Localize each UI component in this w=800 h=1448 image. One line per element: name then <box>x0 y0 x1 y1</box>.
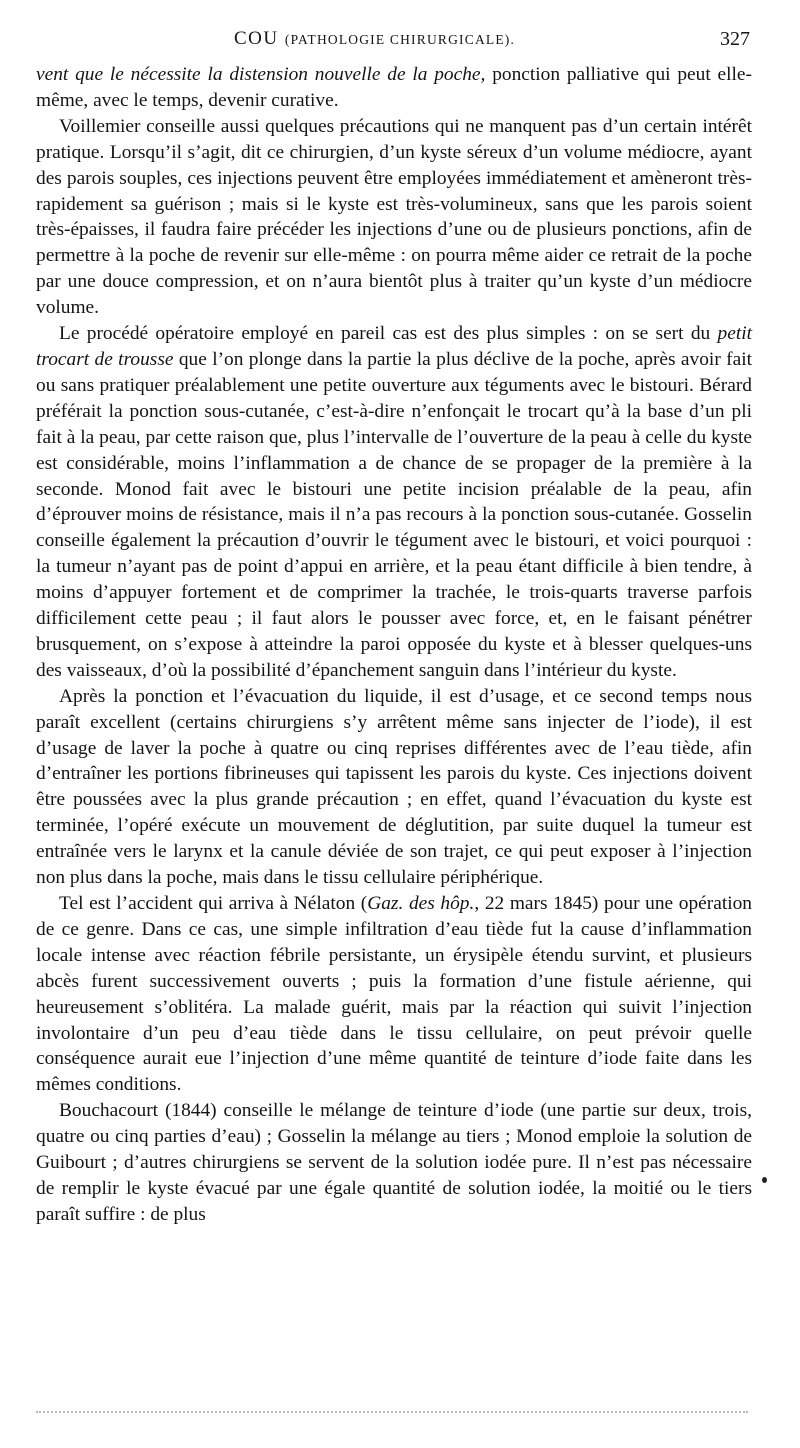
print-speck <box>762 1177 767 1183</box>
running-head-subtitle: (PATHOLOGIE CHIRURGICALE). <box>284 32 516 47</box>
book-page <box>36 0 752 1228</box>
text-run: ponction palliative qui peut elle-même, avec le temps, devenir curative. <box>36 64 752 111</box>
text-run: , 22 mars 1845) pour une opération de ce genre. Dans ce cas, une simple infiltration d’eau tiède fut la cause d’inflammation locale intense avec réaction fébrile persistante, un érysipèle étendu survint, et plusieurs abcès furent successivement ouverts ; puis la formation d’une fistule aérienne, qui heureusement s’oblitéra. La malade guérit, mais par la réaction qui suivit l’injection involontaire d’un peu d’eau tiède dans le tissu cellulaire, on peut prévoir quelle conséquence aurait eue l’injection d’une même quantité de teinture d’iode faite dans les mêmes conditions. <box>36 893 753 1096</box>
body-text <box>36 62 752 1228</box>
text-run: Tel est l’accident qui arriva à Nélaton ( <box>59 893 368 914</box>
paragraph-voillemier <box>36 114 752 321</box>
paragraph-bouchacourt <box>36 1098 752 1228</box>
running-head <box>234 28 515 50</box>
italic-text: petit trocart de trousse <box>36 323 752 370</box>
paragraph-apres-ponction <box>36 684 752 891</box>
page-number: 327 <box>720 28 750 50</box>
text-run: Voillemier conseille aussi quelques précautions qui ne manquent pas d’un certain intérêt pratique. Lorsqu’il s’agit, dit ce chirurgien, d’un kyste séreux d’un volume médiocre, ayant des parois souples, ces injections peuvent être employées immédiatement et amèneront très-rapidement sa guérison ; mais si le kyste est très-volumineux, sans que les parois soient très-épaisses, il faudra faire précéder les injections d’une ou de plusieurs ponctions, afin de permettre à la poche de revenir sur elle-même : on pourra même aider ce retrait de la poche par une douce compression, et on n’aura bientôt plus à traiter qu’un kyste d’un médiocre volume. <box>36 115 752 319</box>
text-run: que l’on plonge dans la partie la plus déclive de la poche, après avoir fait ou sans pratiquer préalablement une petite ouverture aux téguments avec le bistouri. Bérard préférait la ponction sous-cutanée, c’est-à-dire n’enfonçait le trocart qu’à la base d’un pli fait à la peau, par cette raison que, plus l’intervalle de l’ouverture de la peau à celle du kyste est considérable, moins l’inflammation a de chance de se propager de la première à la seconde. Monod fait avec le bistouri une petite incision préalable de la peau, afin d’éprouver moins de résistance, mais il n’a pas recours à la ponction sous-cutanée. Gosselin conseille également la précaution d’ouvrir le tégument avec le bistouri, et voici pourquoi : la tumeur n’ayant pas de point d’appui en arrière, et la peau étant difficile à bien tendre, à moins d’appuyer fortement et de comprimer la trachée, le trois-quarts traverse parfois difficilement cette peau ; il faut alors le pousser avec force, et, en le faisant pénétrer brusquement, on s’expose à atteindre la paroi opposée du kyste et à blesser quelques-uns des vaisseaux, d’où la possibilité d’épanchement sanguin dans l’intérieur du kyste. <box>36 348 752 681</box>
running-head-title: COU <box>234 28 279 49</box>
text-run: Après la ponction et l’évacuation du liquide, il est d’usage, et ce second temps nous paraît excellent (certains chirurgiens s’y arrêtent même sans injecter de l’iode), il est d’usage de laver la poche à quatre ou cinq reprises différentes avec de l’eau tiède, afin d’entraîner les portions fibrineuses qui tapissent les parois du kyste. Ces injections doivent être poussées avec la plus grande précaution ; en effet, quand l’évacuation du kyste est terminée, l’opéré exécute un mouvement de déglutition, par suite duquel la tumeur est entraînée vers le larynx et la canule déviée de son trajet, ce qui peut exposer à l’injection non plus dans la poche, mais dans le tissu cellulaire périphérique. <box>36 685 752 889</box>
text-run: Le procédé opératoire employé en pareil cas est des plus simples : on se sert du <box>59 323 718 345</box>
bottom-rule <box>36 1411 748 1413</box>
text-run: Bouchacourt (1844) conseille le mélange de teinture d’iode (une partie sur deux, trois, quatre ou cinq parties d’eau) ; Gosselin la mélange au tiers ; Monod emploie la solution de Guibourt ; d’autres chirurgiens se servent de la solution iodée pure. Il n’est pas nécessaire de remplir le kyste évacué par une égale quantité de solution iodée, la moitié ou le tiers paraît suffire : de plus <box>36 1100 752 1225</box>
paragraph-procede-operatoire <box>36 321 752 684</box>
italic-text: Gaz. des hôp. <box>367 893 475 914</box>
paragraph-continuation <box>36 62 752 114</box>
running-header <box>36 0 752 62</box>
paragraph-accident-nelaton <box>36 891 752 1098</box>
italic-text: vent que le nécessite la distension nouvelle de la poche, <box>36 64 486 85</box>
